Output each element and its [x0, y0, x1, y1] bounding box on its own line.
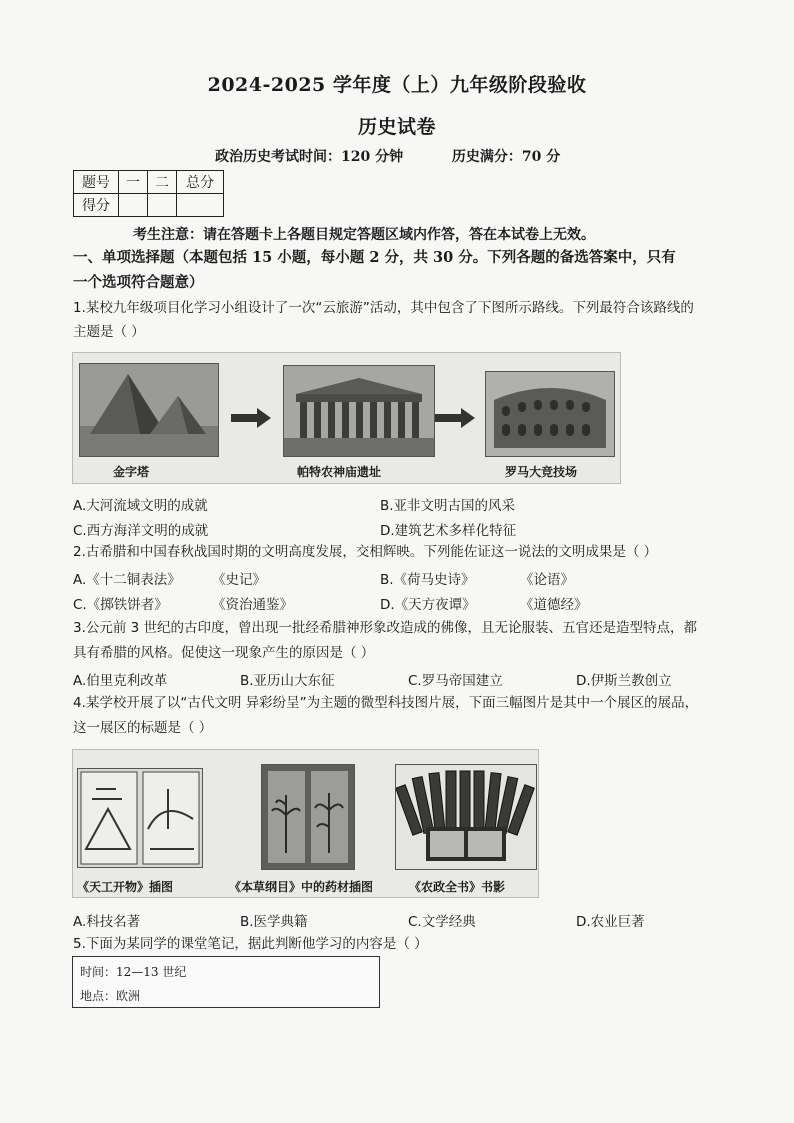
option-a[interactable]: A.科技名著	[73, 914, 141, 930]
option-a[interactable]: A.大河流域文明的成就	[73, 498, 208, 514]
option-a-second: 《史记》	[212, 572, 266, 588]
option-b[interactable]: B.《荷马史诗》	[380, 572, 475, 588]
score-cell[interactable]	[177, 194, 224, 217]
colosseum-photo	[485, 371, 615, 457]
arrow-right-icon	[435, 408, 475, 428]
option-d[interactable]: D.《天方夜谭》	[380, 597, 476, 613]
figure-caption: 《农政全书》书影	[409, 880, 506, 894]
question-4-figure	[72, 749, 539, 898]
question-1-figure	[72, 352, 621, 484]
question-1-stem: 1.某校九年级项目化学习小组设计了一次“云旅游”活动，其中包含了下图所示路线。下列最符合该路线的	[73, 300, 694, 316]
arrow-right-icon	[231, 408, 271, 428]
option-c[interactable]: C.文学经典	[408, 914, 476, 930]
score-table-header-row	[74, 171, 224, 194]
score-row-label: 得分	[74, 194, 119, 217]
tiangong-kaiwu-illustration	[77, 768, 203, 868]
option-d[interactable]: D.建筑艺术多样化特征	[380, 523, 517, 539]
score-table-header: 一	[119, 171, 148, 194]
score-table-score-row	[74, 194, 224, 217]
option-c-second: 《资治通鉴》	[212, 597, 293, 613]
option-b[interactable]: B.亚非文明古国的风采	[380, 498, 516, 514]
option-c[interactable]: C.《掷铁饼者》	[73, 597, 168, 613]
exam-notice: 考生注意：请在答题卡上各题目规定答题区域内作答，答在本试卷上无效。	[133, 227, 595, 243]
option-a[interactable]: A.伯里克利改革	[73, 673, 168, 689]
exam-title: 2024-2025 学年度（上）九年级阶段验收	[207, 74, 587, 96]
option-c[interactable]: C.西方海洋文明的成就	[73, 523, 209, 539]
question-4-stem: 4.某学校开展了以“古代文明 异彩纷呈”为主题的微型科技图片展，下面三幅图片是其中一个展区的展品，	[73, 695, 699, 711]
section-heading-cont: 一个选项符合题意）	[73, 274, 204, 291]
exam-info: 政治历史考试时间：120 分钟 历史满分：70 分	[215, 149, 561, 165]
note-time: 时间：12—13 世纪	[80, 965, 187, 979]
class-notes-box	[72, 956, 380, 1008]
option-d-second: 《道德经》	[520, 597, 588, 613]
option-d[interactable]: D.伊斯兰教创立	[576, 673, 672, 689]
question-2-stem: 2.古希腊和中国春秋战国时期的文明高度发展，交相辉映。下列能佐证这一说法的文明成果是（ ）	[73, 544, 658, 560]
option-d[interactable]: D.农业巨著	[576, 914, 645, 930]
option-b[interactable]: B.亚历山大东征	[240, 673, 335, 689]
figure-caption: 《本草纲目》中的药材插图	[229, 880, 374, 894]
question-5-stem: 5.下面为某同学的课堂笔记，据此判断他学习的内容是（ ）	[73, 936, 428, 952]
question-3-stem: 3.公元前 3 世纪的古印度，曾出现一批经希腊神形象改造成的佛像，且无论服装、五官还是造型特点，都	[73, 620, 698, 636]
nongzheng-quanshu-books	[395, 764, 537, 870]
score-cell[interactable]	[119, 194, 148, 217]
figure-caption: 罗马大竞技场	[505, 465, 578, 479]
bencao-gangmu-illustration	[261, 764, 355, 870]
exam-subtitle: 历史试卷	[357, 116, 436, 138]
option-c[interactable]: C.罗马帝国建立	[408, 673, 503, 689]
parthenon-photo	[283, 365, 435, 457]
section-heading: 一、单项选择题（本题包括 15 小题，每小题 2 分，共 30 分。下列各题的备选答案中，只有	[73, 249, 676, 266]
question-4-stem-cont: 这一展区的标题是（ ）	[73, 720, 213, 736]
figure-caption: 《天工开物》插图	[77, 880, 174, 894]
score-table-header: 总分	[177, 171, 224, 194]
option-a[interactable]: A.《十二铜表法》	[73, 572, 181, 588]
pyramid-photo	[79, 363, 219, 457]
score-table-header: 二	[148, 171, 177, 194]
score-table	[73, 170, 224, 217]
question-3-stem-cont: 具有希腊的风格。促使这一现象产生的原因是（ ）	[73, 645, 375, 661]
score-table-header: 题号	[74, 171, 119, 194]
figure-caption: 金字塔	[113, 465, 150, 479]
question-1-stem-cont: 主题是（ ）	[73, 324, 145, 340]
note-place: 地点：欧洲	[80, 989, 141, 1003]
option-b-second: 《论语》	[520, 572, 574, 588]
figure-caption: 帕特农神庙遗址	[297, 465, 382, 479]
option-b[interactable]: B.医学典籍	[240, 914, 308, 930]
score-cell[interactable]	[148, 194, 177, 217]
